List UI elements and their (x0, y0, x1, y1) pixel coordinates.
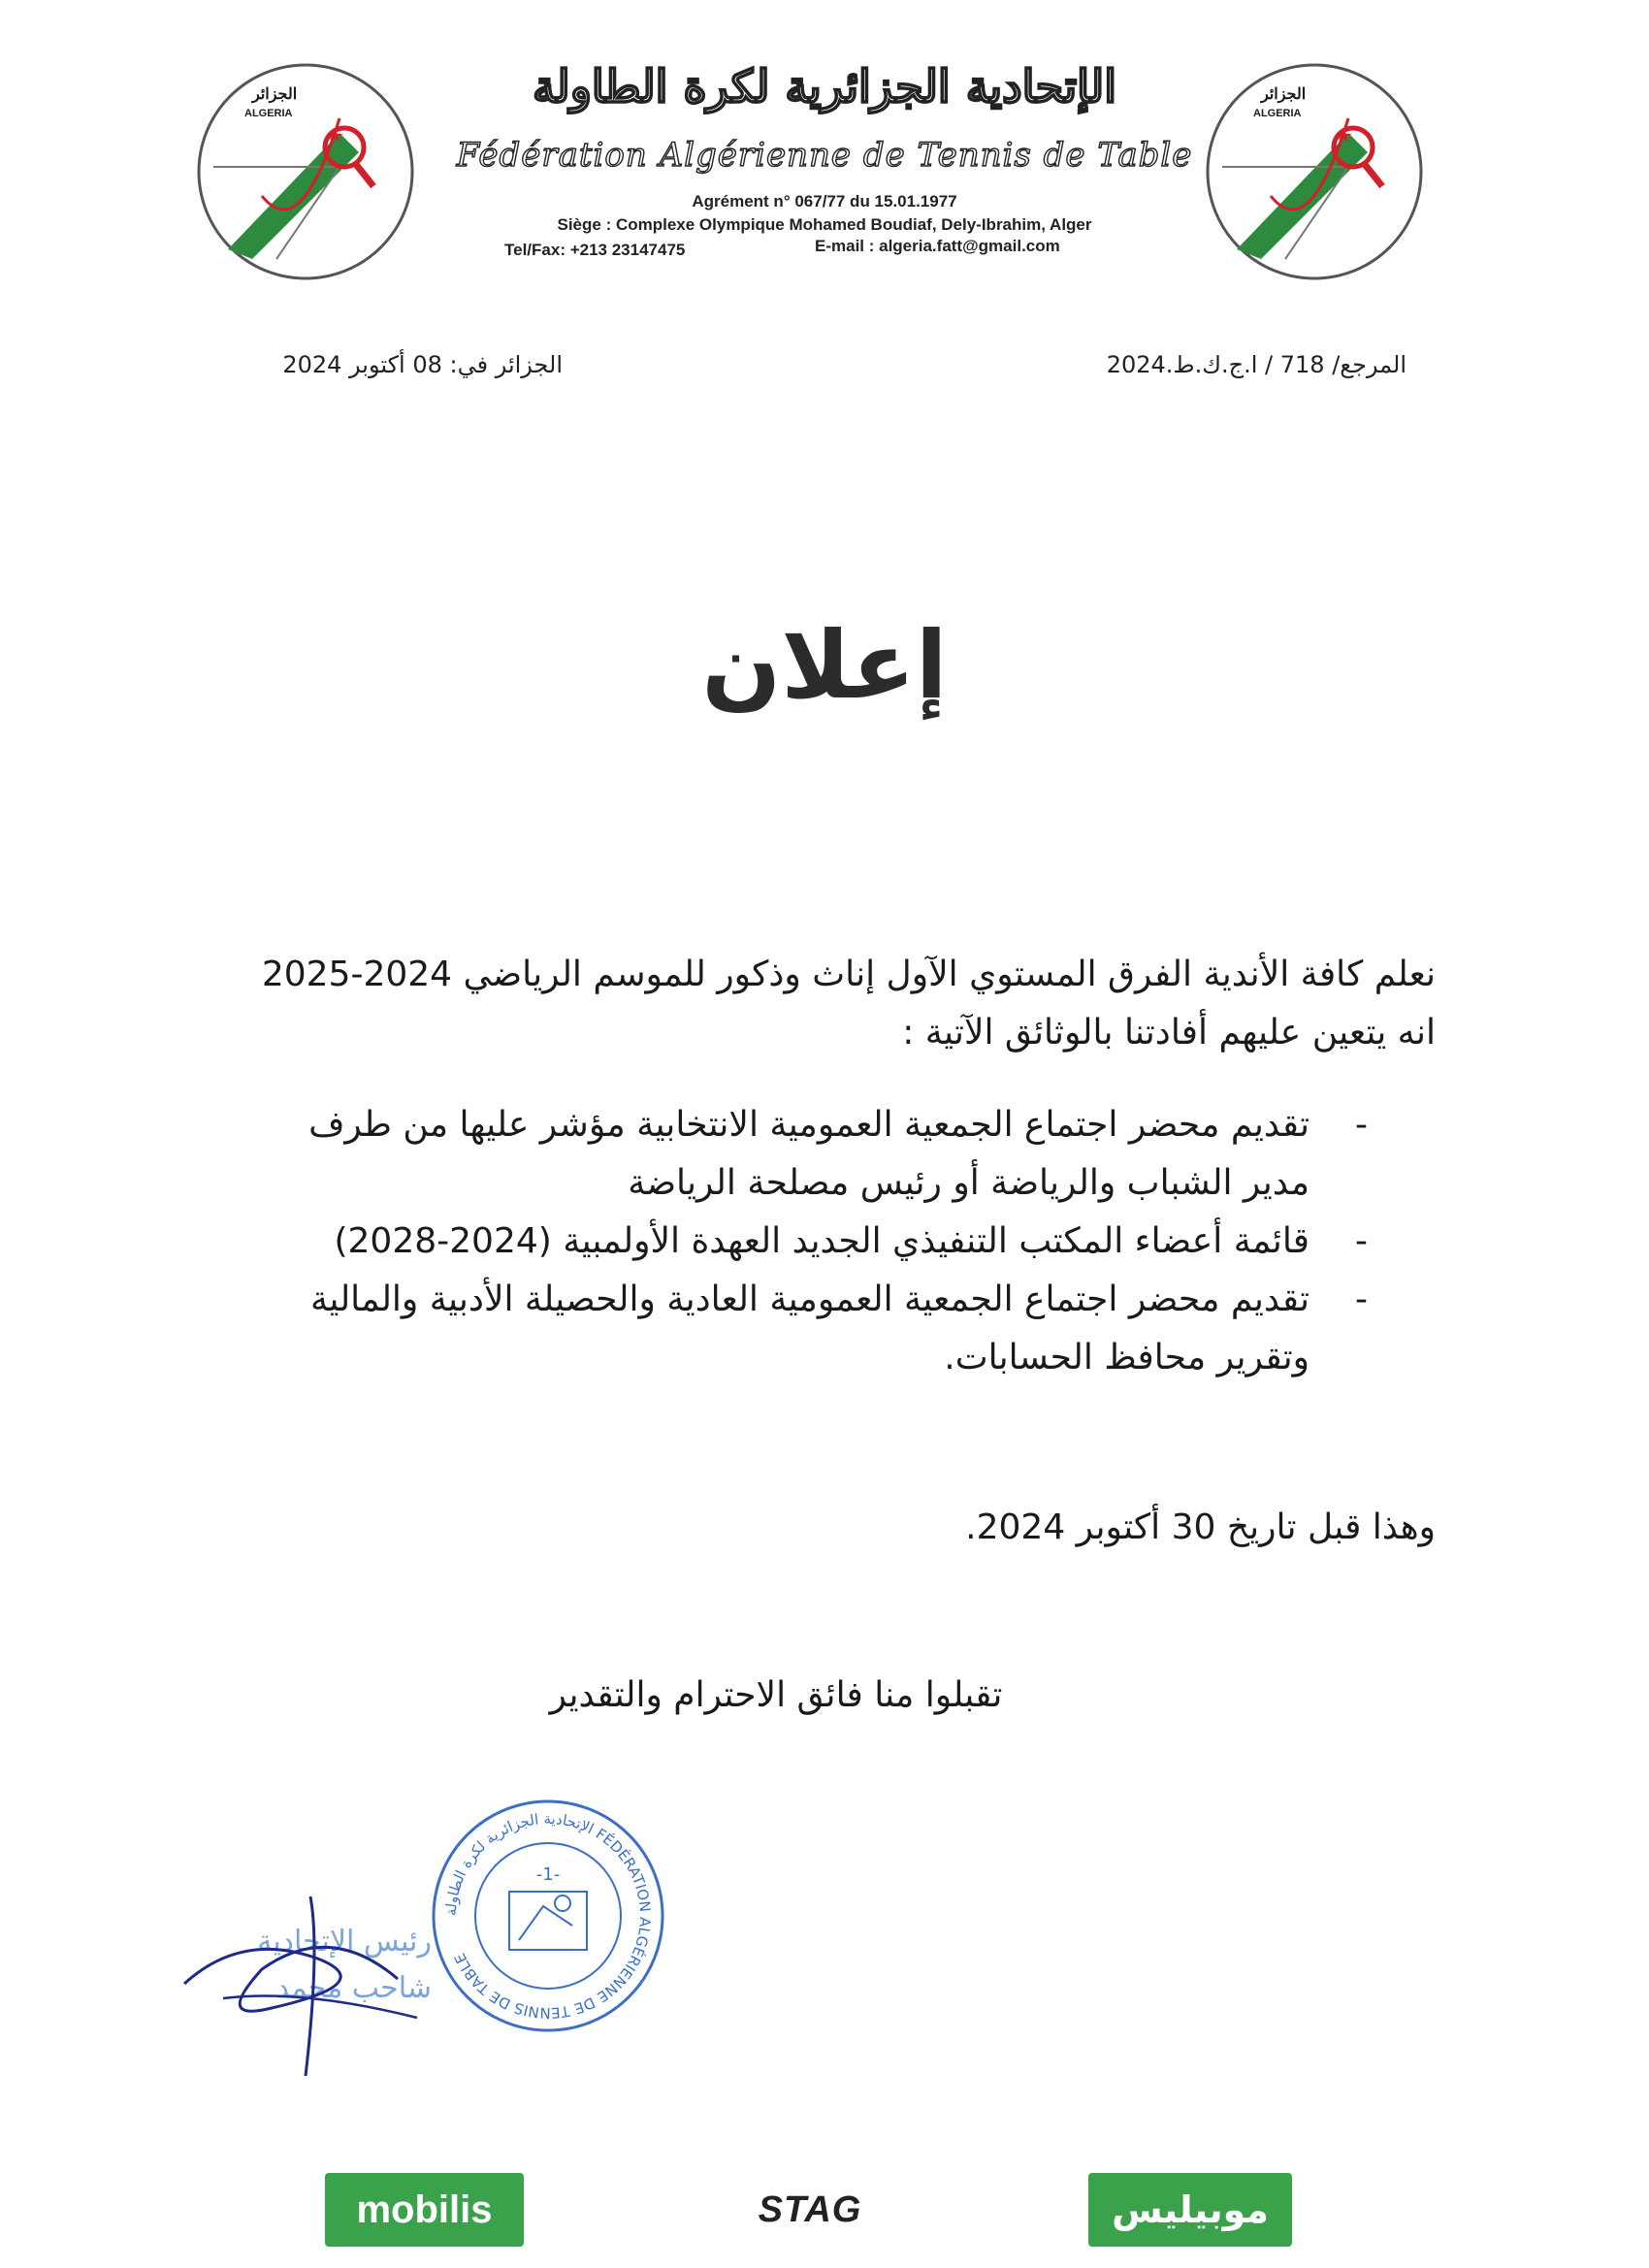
required-documents-list (233, 1096, 1368, 1387)
closing-line: تقبلوا منا فائق الاحترام والتقدير (549, 1675, 1003, 1715)
logo-label-ar: الجزائر (252, 86, 298, 103)
signature (126, 1892, 475, 2086)
federation-name-fr: Fédération Algérienne de Tennis de Table (456, 136, 1193, 175)
reference-number: المرجع/ 718 / ا.ج.ك.ط.2024 (1106, 351, 1406, 378)
stamp-ring-text: الإتحادية الجزائرية لكرة الطاولة FÉDÉRATION ALGÉRIENNE DE TENNIS DE TABLE (441, 1809, 655, 2023)
logo-label-ar: الجزائر (1261, 86, 1307, 103)
list-item (233, 1271, 1368, 1387)
signatory-line-1: رئيس الإتحادية (257, 1925, 432, 1959)
list-item-text: تقديم محضر اجتماع الجمعية العمومية الانتخابية مؤشر عليها من طرف مدير الشباب والرياضة أو رئيس مصلحة الرياضة (308, 1105, 1310, 1203)
list-item-text: قائمة أعضاء المكتب التنفيذي الجديد العهدة الأولمبية (2024-2028) (334, 1221, 1310, 1261)
sponsor-stag-logo: STAG (758, 2188, 862, 2230)
deadline-line: وهذا قبل تاريخ 30 أكتوبر 2024. (965, 1507, 1436, 1547)
federation-stamp (427, 1795, 669, 2037)
logo-label-en: ALGERIA (244, 108, 293, 119)
bullet-dash: - (1355, 1221, 1368, 1261)
sponsor-mobilis-ar-logo: موبيليس (1088, 2173, 1292, 2247)
announcement-title: إعلان (701, 611, 948, 720)
federation-logo-left (194, 60, 417, 283)
list-item (233, 1096, 1368, 1213)
federation-name-ar: الإتحادية الجزائرية لكرة الطاولة (533, 60, 1116, 113)
place-date: الجزائر في: 08 أكتوبر 2024 (282, 351, 563, 378)
telfax-line: Tel/Fax: +213 23147475 (504, 241, 686, 259)
stamp-number: -1- (535, 1864, 561, 1885)
logo-label-en: ALGERIA (1253, 108, 1302, 119)
siege-line: Siège : Complexe Olympique Mohamed Boudiaf, Dely-Ibrahim, Alger (557, 215, 1092, 234)
bullet-dash: - (1355, 1105, 1368, 1145)
bullet-dash: - (1355, 1280, 1368, 1319)
sponsor-mobilis-logo: mobilis (325, 2173, 524, 2247)
list-item-text: تقديم محضر اجتماع الجمعية العمومية العادية والحصيلة الأدبية والمالية وتقرير محافظ الحسابات. (310, 1280, 1310, 1377)
email-line: E-mail : algeria.fatt@gmail.com (815, 237, 1060, 255)
signatory-line-2: شاحب محمد (275, 1971, 432, 2005)
list-item (233, 1213, 1368, 1271)
agrement-line: Agrément n° 067/77 du 15.01.1977 (692, 192, 957, 211)
intro-paragraph: نعلم كافة الأندية الفرق المستوي الآول إناث وذكور للموسم الرياضي 2024-2025 انه يتعين عليهم أفادتنا بالوثائق الآتية : (261, 955, 1436, 1053)
